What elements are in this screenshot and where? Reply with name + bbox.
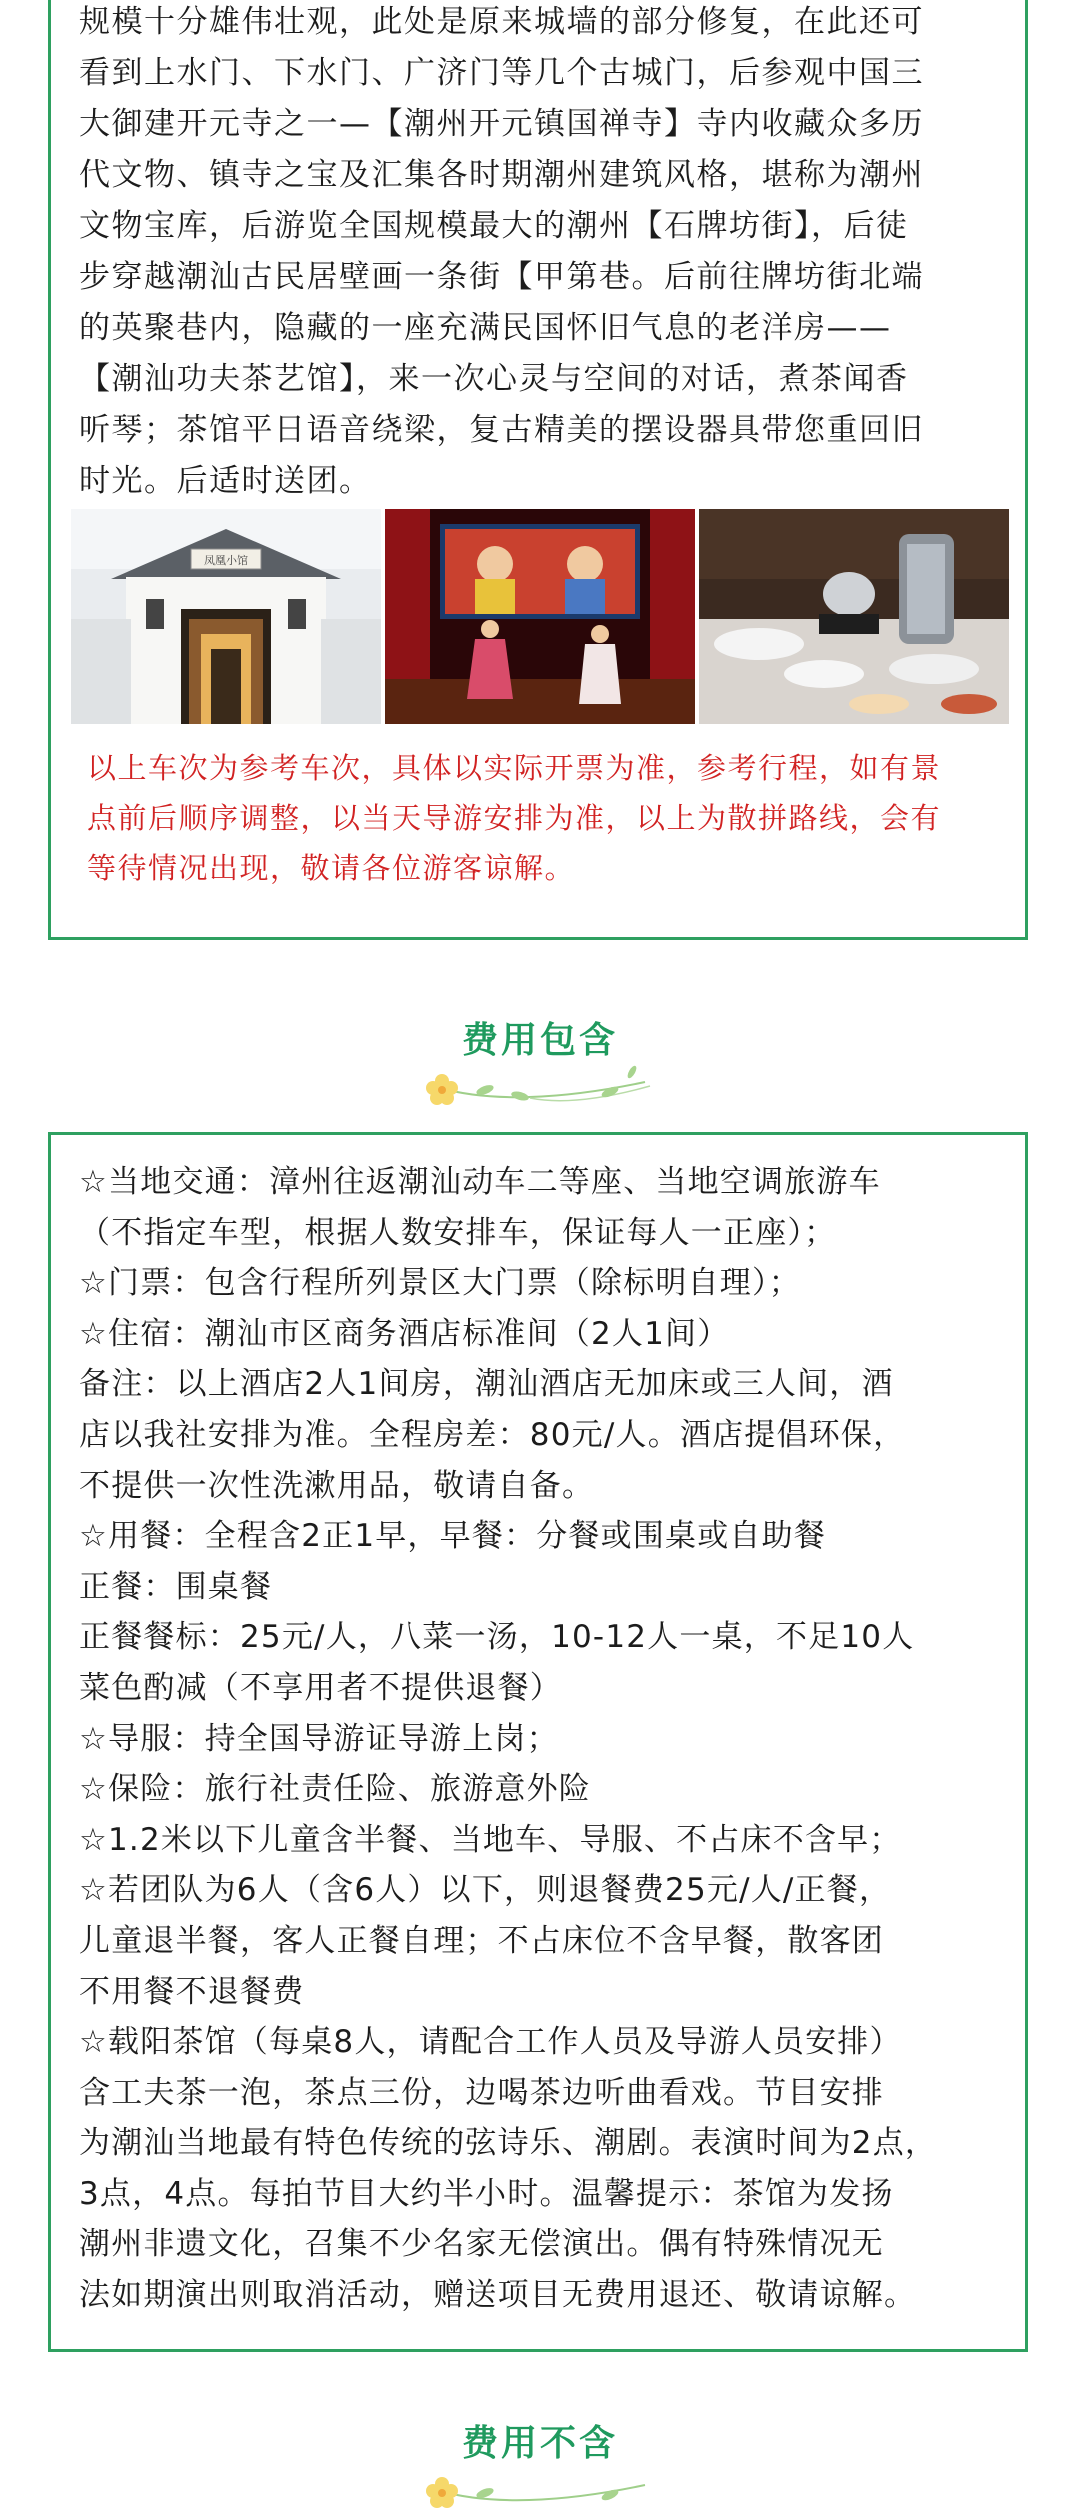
route-line: 时光。后适时送团。: [79, 463, 372, 499]
fee-line: 潮州非遗文化，召集不少名家无偿演出。偶有特殊情况无: [79, 2226, 884, 2263]
fee-line: 不用餐不退餐费: [79, 1973, 305, 2010]
fee-excluded-title: 费用不含: [461, 2422, 618, 2464]
fee-line: 儿童退半餐，客人正餐自理；不占床位不含早餐，散客团: [79, 1922, 884, 1959]
fee-line: 备注：以上酒店2人1间房，潮汕酒店无加床或三人间，酒: [79, 1366, 894, 1403]
fee-line: 正餐：围桌餐: [79, 1568, 273, 1605]
fee-line: ☆导服：持全国导游证导游上岗；: [79, 1720, 559, 1757]
teahouse-building-photo: [71, 509, 381, 724]
route-line: 规模十分雄伟壮观，此处是原来城墙的部分修复，在此还可: [79, 4, 924, 40]
fee-included-box: [48, 1132, 1028, 2352]
opera-stage-photo: [385, 509, 695, 724]
building-sign-text: 凤凰小馆: [204, 554, 248, 567]
fee-line: 正餐餐标：25元/人，八菜一汤，10-12人一桌，不足10人: [79, 1619, 915, 1656]
fee-line: 含工夫茶一泡，茶点三份，边喝茶边听曲看戏。节目安排: [79, 2074, 884, 2111]
route-line: 看到上水门、下水门、广济门等几个古城门，后参观中国三: [79, 55, 924, 91]
route-line: 的英聚巷内，隐藏的一座充满民国怀旧气息的老洋房——: [79, 310, 892, 346]
fee-line: ☆1.2米以下儿童含半餐、当地车、导服、不占床不含早；: [79, 1821, 902, 1858]
flower-vine-decoration: [410, 1052, 670, 1112]
route-line: 代文物、镇寺之宝及汇集各时期潮州建筑风格，堪称为潮州: [79, 157, 924, 193]
fee-line: 法如期演出则取消活动，赠送项目无费用退还、敬请谅解。: [79, 2277, 917, 2314]
fee-line: ☆载阳茶馆（每桌8人，请配合工作人员及导游人员安排）: [79, 2024, 902, 2061]
fee-line: ☆用餐：全程含2正1早，早餐：分餐或围桌或自助餐: [79, 1518, 827, 1555]
flower-vine-decoration: [410, 2455, 670, 2515]
route-line: 听琴；茶馆平日语音绕梁，复古精美的摆设器具带您重回旧: [79, 412, 924, 448]
fee-line: ☆住宿：潮汕市区商务酒店标准间（2人1间）: [79, 1315, 730, 1352]
fee-line: 不提供一次性洗漱用品，敬请自备。: [79, 1467, 595, 1504]
fee-line: ☆当地交通：漳州往返潮汕动车二等座、当地空调旅游车: [79, 1164, 881, 1200]
photo-strip: [71, 509, 1009, 724]
route-line: 【潮汕功夫茶艺馆】，来一次心灵与空间的对话，煮茶闻香: [79, 361, 909, 397]
route-description: [79, 0, 1007, 507]
fee-line: ☆保险：旅行社责任险、旅游意外险: [79, 1771, 591, 1808]
tea-set-photo: [699, 509, 1009, 724]
fee-line: 为潮汕当地最有特色传统的弦诗乐、潮剧。表演时间为2点，: [79, 2125, 938, 2162]
notice-line: 等待情况出现，敬请各位游客谅解。: [87, 851, 576, 885]
fee-line: 3点，4点。每拍节目大约半小时。温馨提示：茶馆为发扬: [79, 2175, 894, 2212]
fee-line: （不指定车型，根据人数安排车，保证每人一正座）；: [79, 1214, 837, 1251]
fee-line: 店以我社安排为准。全程房差：80元/人。酒店提倡环保，: [79, 1416, 906, 1453]
itinerary-notice: [87, 743, 1007, 893]
notice-line: 以上车次为参考车次，具体以实际开票为准，参考行程，如有景: [87, 751, 942, 785]
fee-line: ☆门票：包含行程所列景区大门票（除标明自理）；: [79, 1265, 801, 1302]
notice-line: 点前后顺序调整，以当天导游安排为准，以上为散拼路线，会有: [87, 801, 942, 835]
fee-included-title: 费用包含: [461, 1019, 618, 1061]
fee-included-list: [79, 1157, 1009, 2321]
route-line: 步穿越潮汕古民居壁画一条街【甲第巷。后前往牌坊街北端: [79, 259, 924, 295]
fee-line: ☆若团队为6人（含6人）以下，则退餐费25元/人/正餐，: [79, 1872, 892, 1909]
fee-line: 菜色酌减（不享用者不提供退餐）: [79, 1669, 562, 1706]
itinerary-box: [48, 0, 1028, 940]
route-line: 大御建开元寺之一—【潮州开元镇国禅寺】寺内收藏众多历: [79, 106, 924, 142]
route-line: 文物宝库，后游览全国规模最大的潮州【石牌坊街】，后徒: [79, 208, 909, 244]
